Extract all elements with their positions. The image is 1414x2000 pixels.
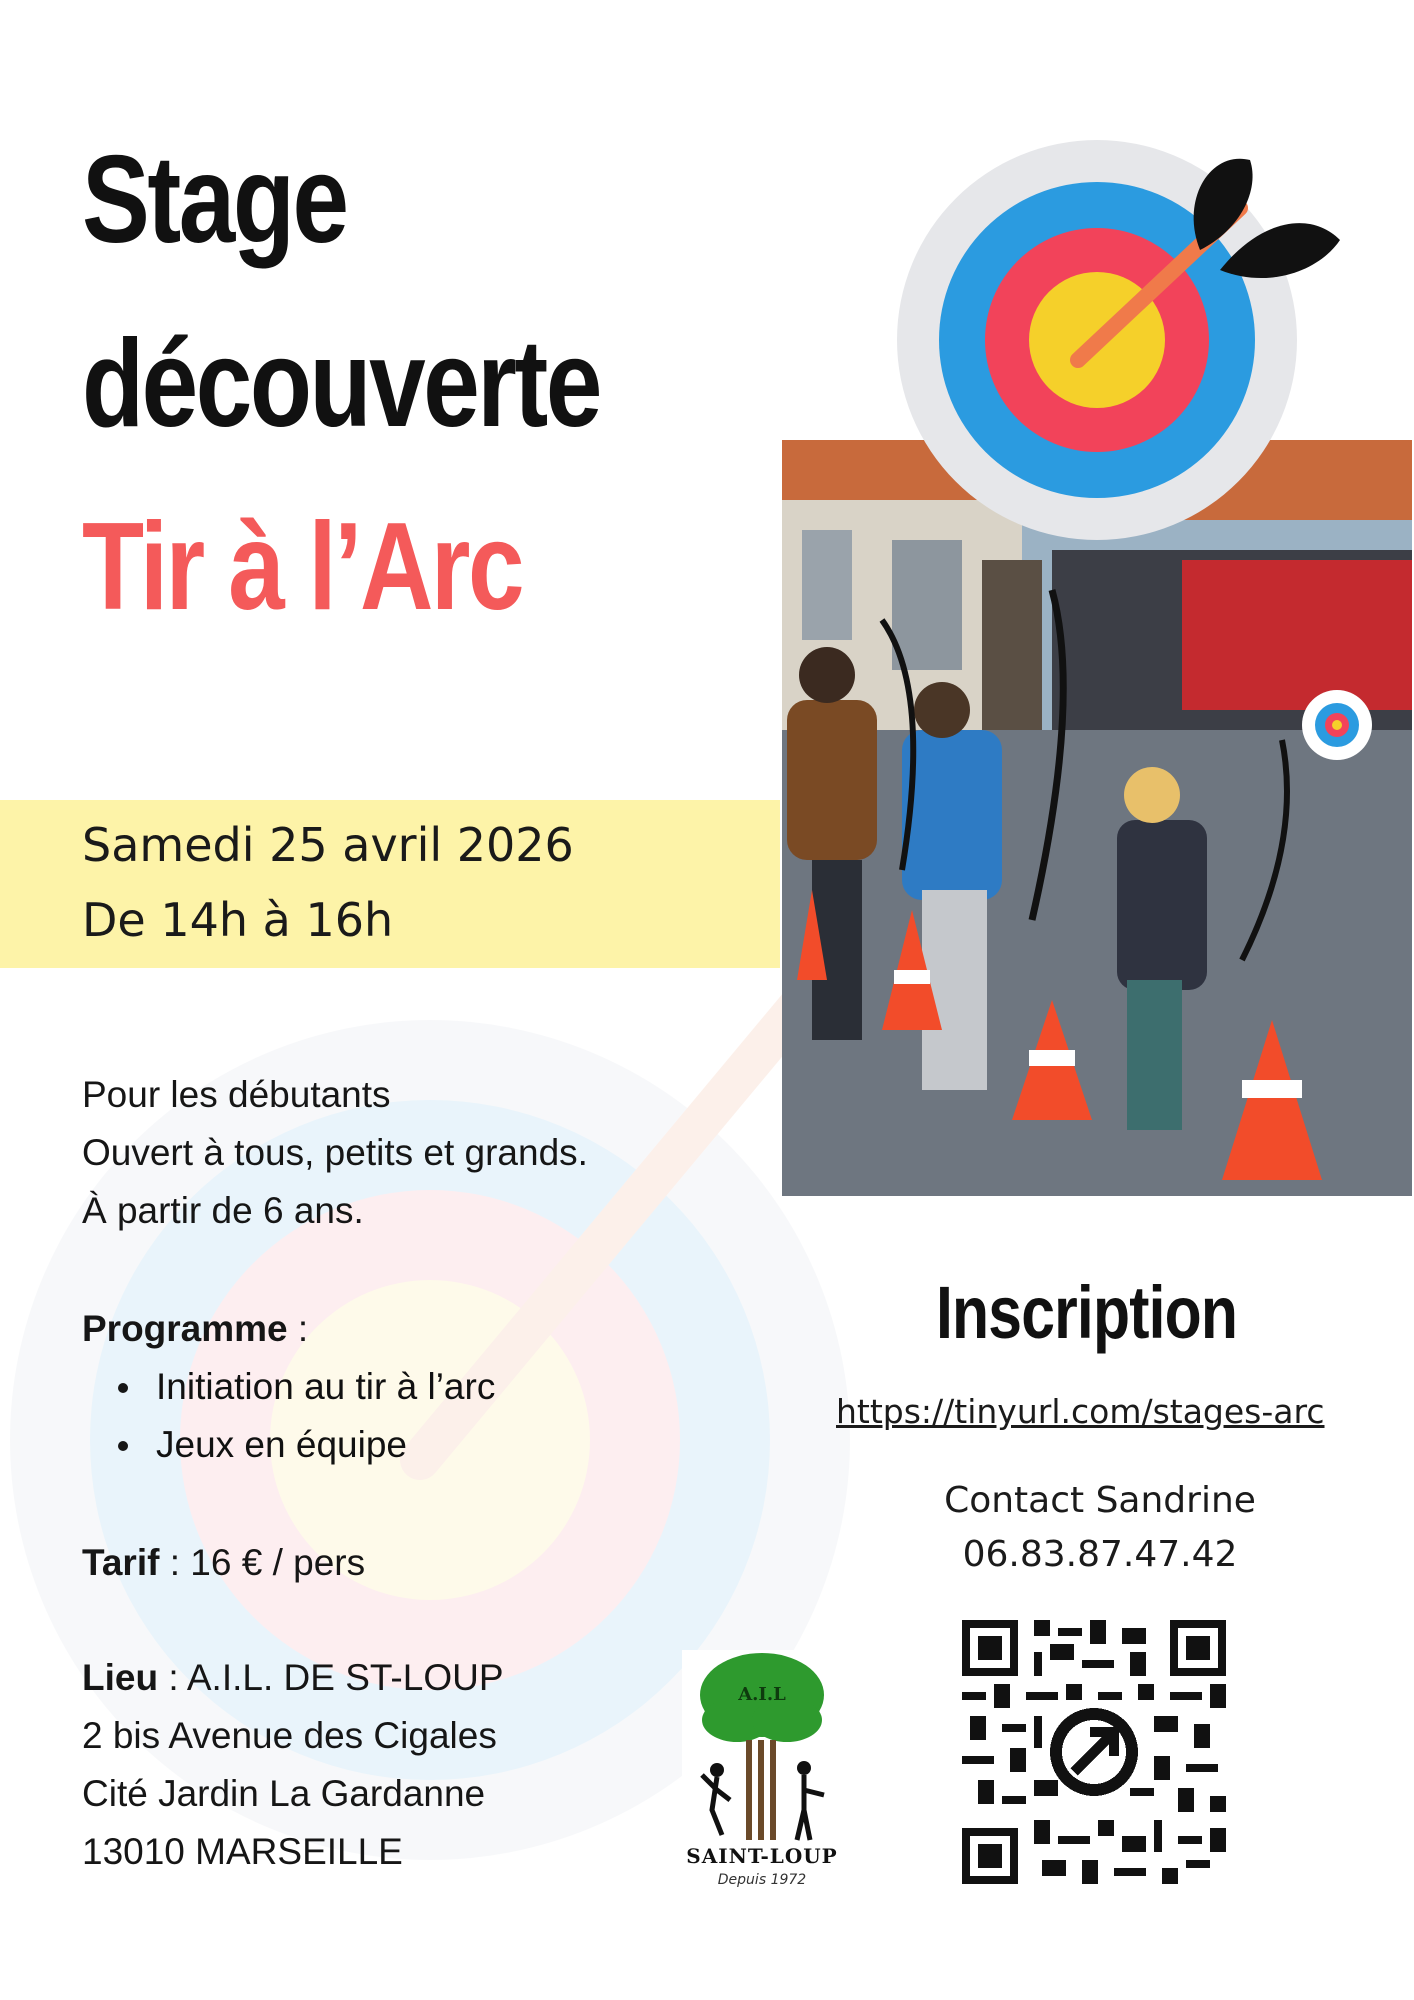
location-label: Lieu [82, 1657, 159, 1698]
title-line-stage: Stage [82, 131, 347, 269]
logo-top-text: A.I.L [738, 1684, 786, 1705]
location-block [82, 1649, 504, 1881]
price-label: Tarif [82, 1542, 160, 1583]
location-address1: 2 bis Avenue des Cigales [82, 1715, 497, 1756]
event-date: Samedi 25 avril 2026 [82, 818, 574, 872]
contact-block [860, 1474, 1340, 1582]
location-address3: 13010 MARSEILLE [82, 1831, 403, 1872]
location-address2: Cité Jardin La Gardanne [82, 1773, 486, 1814]
program-sep: : [287, 1308, 309, 1349]
title-line-tir-a-larc: Tir à l’Arc [82, 498, 523, 636]
logo-name: SAINT-LOUP [686, 1844, 838, 1868]
qr-code[interactable] [962, 1620, 1226, 1884]
archery-target-icon [880, 140, 1340, 540]
location-name: : A.I.L. DE ST-LOUP [158, 1657, 504, 1698]
program-heading [82, 1300, 308, 1358]
audience-line-beginners: Pour les débutants [82, 1074, 391, 1115]
program-label: Programme [82, 1308, 288, 1349]
contact-phone: 06.83.87.47.42 [962, 1534, 1238, 1575]
contact-label: Contact Sandrine [944, 1480, 1256, 1521]
archery-kids-photo [782, 440, 1412, 1196]
price-line [82, 1534, 365, 1592]
registration-title: Inscription [936, 1271, 1238, 1354]
program-list [118, 1358, 495, 1474]
program-item: Jeux en équipe [118, 1416, 495, 1474]
title-line-decouverte: découverte [82, 315, 600, 453]
audience-line-all: Ouvert à tous, petits et grands. [82, 1132, 588, 1173]
audience-line-age: À partir de 6 ans. [82, 1190, 364, 1231]
event-time: De 14h à 16h [82, 893, 394, 947]
audience-block [82, 1066, 588, 1240]
program-item: Initiation au tir à l’arc [118, 1358, 495, 1416]
registration-link[interactable]: https://tinyurl.com/stages-arc [836, 1392, 1325, 1431]
logo-since: Depuis 1972 [717, 1872, 807, 1888]
price-value: : 16 € / pers [159, 1542, 366, 1583]
